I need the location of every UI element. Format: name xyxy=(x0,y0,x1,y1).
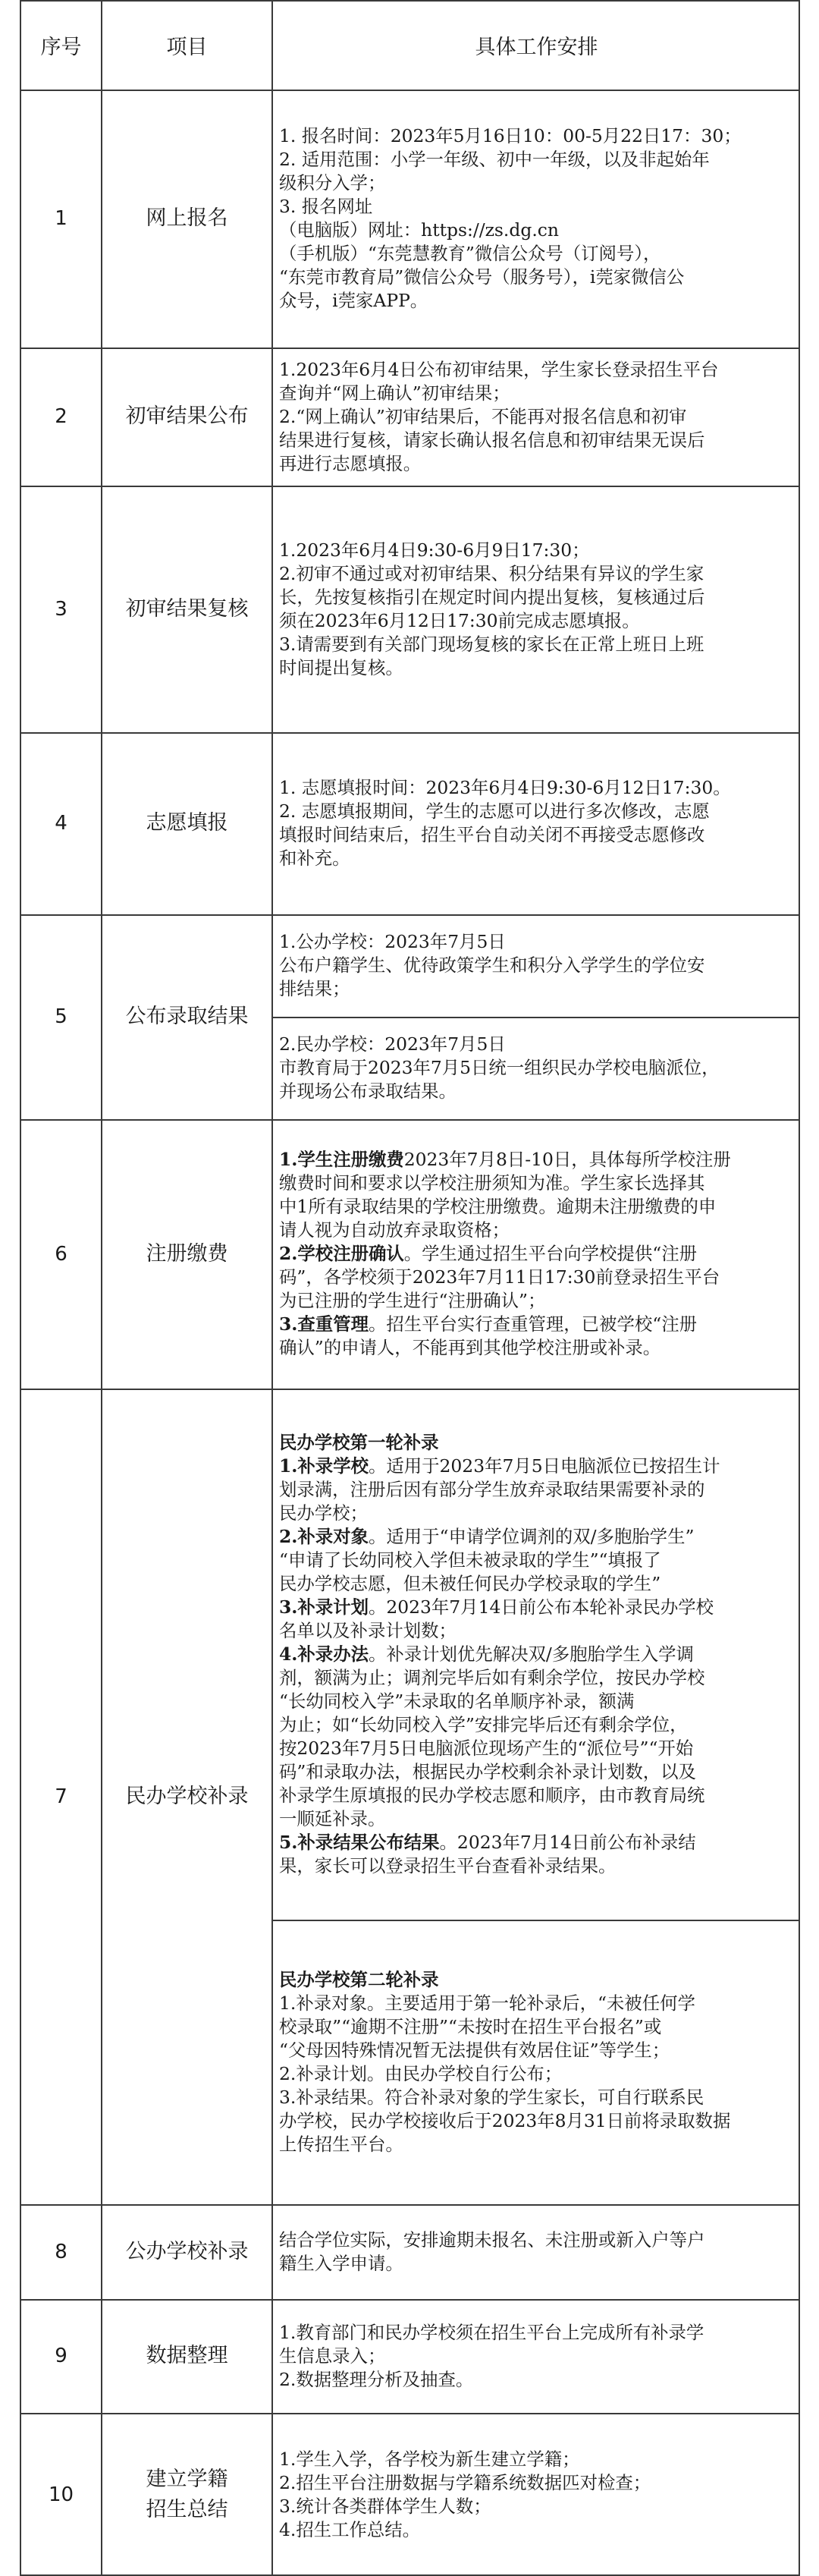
header-no: 序号 xyxy=(40,35,82,59)
row-number: 7 xyxy=(55,1785,67,1808)
content-line: 剂，额满为止；调剂完毕后如有剩余学位，按民办学校 xyxy=(279,1666,705,1688)
content-line: 须在2023年6月12日17:30前完成志愿填报。 xyxy=(279,609,640,631)
content-line: 中1所有录取结果的学校注册缴费。逾期未注册缴费的申 xyxy=(279,1196,717,1217)
row-number: 8 xyxy=(55,2240,67,2263)
content-line xyxy=(279,1455,789,1478)
line-text: 2023年7月8日-10日，具体每所学校注册 xyxy=(403,1149,731,1170)
bold-lead: 3.补录计划 xyxy=(279,1596,369,1618)
content-line: 生信息录入； xyxy=(279,2345,386,2367)
content-line: 2. 志愿填报期间，学生的志愿可以进行多次修改，志愿 xyxy=(279,800,710,822)
content-line: 1.公办学校：2023年7月5日 xyxy=(279,931,506,952)
content-line: 4.招生工作总结。 xyxy=(279,2518,421,2540)
bold-lead: 1.学生注册缴费 xyxy=(279,1149,404,1170)
line-text: 。2023年7月14日前公布本轮补录民办学校 xyxy=(368,1596,714,1618)
row-number: 3 xyxy=(55,597,67,621)
content-line: 一顺延补录。 xyxy=(279,1807,386,1829)
bold-lead: 3.查重管理 xyxy=(279,1313,369,1335)
row-number: 6 xyxy=(55,1242,67,1266)
content-line: 补录学生原填报的民办学校志愿和顺序，由市教育局统 xyxy=(279,1784,705,1806)
row-number: 1 xyxy=(55,207,67,230)
content-line: 公布户籍学生、优待政策学生和积分入学学生的学位安 xyxy=(279,955,705,976)
row-content xyxy=(273,1119,789,1389)
content-line: 2.招生平台注册数据与学籍系统数据匹对检查； xyxy=(279,2471,651,2493)
content-line: 划录满，注册后因有部分学生放弃录取结果需要补录的 xyxy=(279,1478,705,1500)
row-content xyxy=(273,732,789,914)
row-item xyxy=(102,2413,271,2576)
content-line xyxy=(279,1313,789,1336)
content-line: 1. 志愿填报时间：2023年6月4日9:30-6月12日17:30。 xyxy=(279,777,731,798)
content-line: 上传招生平台。 xyxy=(279,2133,403,2155)
content-line: 2.初审不通过或对初审结果、积分结果有异议的学生家 xyxy=(279,562,704,584)
row-content xyxy=(273,486,789,732)
content-line: 1.补录对象。主要适用于第一轮补录后，“未被任何学 xyxy=(279,1992,695,2014)
content-line: 再进行志愿填报。 xyxy=(279,452,422,474)
content-line: 民办学校志愿，但未被任何民办学校录取的学生” xyxy=(279,1572,661,1594)
bold-lead: 4.补录办法 xyxy=(279,1643,369,1665)
row-item: 注册缴费 xyxy=(146,1241,228,1266)
content-line: “东莞市教育局”微信公众号（服务号），i莞家微信公 xyxy=(279,266,685,288)
content-line: 2. 适用范围：小学一年级、初中一年级，以及非起始年 xyxy=(279,149,710,170)
content-line xyxy=(279,1831,789,1854)
row-content xyxy=(273,914,789,1017)
content-line xyxy=(279,1525,789,1549)
bold-lead: 民办学校第一轮补录 xyxy=(279,1431,439,1453)
line-text: 。招生平台实行查重管理，已被学校“注册 xyxy=(368,1313,697,1335)
content-line: 校录取”“逾期不注册”“未按时在招生平台报名”或 xyxy=(279,2015,662,2037)
row-number: 4 xyxy=(55,812,67,835)
content-line: 3.补录结果。符合补录对象的学生家长，可自行联系民 xyxy=(279,2086,704,2108)
content-line: 3. 报名网址 xyxy=(279,196,373,217)
content-line: 确认”的申请人，不能再到其他学校注册或补录。 xyxy=(279,1337,661,1358)
line-text: 。2023年7月14日前公布补录结 xyxy=(439,1831,696,1853)
content-line: 众号，i莞家APP。 xyxy=(279,290,428,311)
line-text: 。适用于“申请学位调剂的双/多胞胎学生” xyxy=(368,1525,695,1547)
item-line: 招生总结 xyxy=(146,2497,228,2521)
content-line: “申请了长幼同校入学但未被录取的学生”“填报了 xyxy=(279,1549,661,1571)
content-line: 2.民办学校：2023年7月5日 xyxy=(279,1033,506,1055)
row-content xyxy=(273,90,789,348)
content-line: 1. 报名时间：2023年5月16日10：00-5月22日17：30； xyxy=(279,125,742,146)
content-line: 时间提出复核。 xyxy=(279,656,403,678)
row-item: 志愿填报 xyxy=(146,811,228,835)
content-line: 填报时间结束后，招生平台自动关闭不再接受志愿修改 xyxy=(279,824,705,845)
content-line xyxy=(279,1968,789,1992)
row-number: 2 xyxy=(55,405,67,428)
content-line xyxy=(279,1596,789,1619)
content-line: 为已注册的学生进行“注册确认”； xyxy=(279,1290,546,1311)
content-line: 3.统计各类群体学生人数； xyxy=(279,2495,491,2517)
row-content xyxy=(273,2204,789,2299)
line-text: 。适用于2023年7月5日电脑派位已按招生计 xyxy=(368,1455,720,1477)
content-line: 级积分入学； xyxy=(279,172,386,193)
content-line: 结合学位实际，安排逾期未报名、未注册或新入户等户 xyxy=(279,2228,705,2250)
content-line: 名单以及补录计划数； xyxy=(279,1619,457,1641)
row-item: 公布录取结果 xyxy=(125,1005,249,1028)
content-line xyxy=(279,1242,789,1266)
content-line: 籍生入学申请。 xyxy=(279,2252,403,2274)
row-content xyxy=(273,1920,789,2204)
content-line: 1.2023年6月4日9:30-6月9日17:30； xyxy=(279,539,590,561)
line-text: 。学生通过招生平台向学校提供“注册 xyxy=(403,1243,697,1264)
content-line: 1.教育部门和民办学校须在招生平台上完成所有补录学 xyxy=(279,2321,704,2343)
content-line: 果，家长可以登录招生平台查看补录结果。 xyxy=(279,1854,617,1876)
bold-lead: 1.补录学校 xyxy=(279,1455,369,1477)
content-line: “父母因特殊情况暂无法提供有效居住证”等学生； xyxy=(279,2039,670,2061)
content-line: 结果进行复核，请家长确认报名信息和初审结果无误后 xyxy=(279,429,705,451)
content-line: 2.“网上确认”初审结果后，不能再对报名信息和初审 xyxy=(279,405,687,427)
row-item: 数据整理 xyxy=(146,2344,228,2367)
row-number: 5 xyxy=(55,1005,67,1028)
item-line: 建立学籍 xyxy=(146,2467,228,2491)
content-line: 市教育局于2023年7月5日统一组织民办学校电脑派位， xyxy=(279,1057,720,1078)
content-line: 2.数据整理分析及抽查。 xyxy=(279,2368,474,2390)
row-content xyxy=(273,1389,789,1920)
content-line: 1.2023年6月4日公布初审结果，学生家长登录招生平台 xyxy=(279,358,719,380)
content-line: 长，先按复核指引在规定时间内提出复核，复核通过后 xyxy=(279,586,705,608)
content-line: 缴费时间和要求以学校注册须知为准。学生家长选择其 xyxy=(279,1172,705,1194)
header-item: 项目 xyxy=(166,35,208,59)
content-line: 办学校，民办学校接收后于2023年8月31日前将录取数据 xyxy=(279,2109,731,2131)
content-line xyxy=(279,1148,789,1172)
content-line: 并现场公布录取结果。 xyxy=(279,1080,457,1102)
content-line: 排结果； xyxy=(279,978,350,999)
bold-lead: 2.补录对象 xyxy=(279,1525,369,1547)
content-line: 按2023年7月5日电脑派位现场产生的“派位号”“开始 xyxy=(279,1737,694,1759)
content-line: “长幼同校入学”未录取的名单顺序补录，额满 xyxy=(279,1690,635,1712)
bold-lead: 2.学校注册确认 xyxy=(279,1243,404,1264)
row-item: 初审结果公布 xyxy=(125,404,249,428)
row-content xyxy=(273,1017,789,1119)
row-item: 初审结果复核 xyxy=(125,596,249,621)
content-line: 为止；如“长幼同校入学”安排完毕后还有剩余学位， xyxy=(279,1713,688,1735)
content-line xyxy=(279,1643,789,1666)
content-line: 请人视为自动放弃录取资格； xyxy=(279,1219,510,1241)
row-divider xyxy=(20,0,800,2)
content-line: 1.学生入学，各学校为新生建立学籍； xyxy=(279,2448,580,2470)
row-content xyxy=(273,2413,789,2576)
row-content xyxy=(273,2299,789,2413)
row-number: 9 xyxy=(55,2345,67,2367)
row-item: 民办学校补录 xyxy=(125,1784,249,1808)
content-line: 3.请需要到有关部门现场复核的家长在正常上班日上班 xyxy=(279,633,704,655)
column-divider xyxy=(799,0,800,2576)
content-line: 和补充。 xyxy=(279,848,350,869)
content-line: 查询并“网上确认”初审结果； xyxy=(279,382,510,404)
row-number: 10 xyxy=(48,2483,74,2506)
row-item: 网上报名 xyxy=(146,206,228,230)
bold-lead: 5.补录结果公布结果 xyxy=(279,1831,440,1853)
content-line: 2.补录计划。由民办学校自行公布； xyxy=(279,2062,563,2084)
content-line: 码”和录取办法，根据民办学校剩余补录计划数，以及 xyxy=(279,1760,696,1782)
header-content: 具体工作安排 xyxy=(475,35,598,59)
content-line xyxy=(279,1431,789,1455)
row-content xyxy=(273,348,789,486)
line-text: 。补录计划优先解决双/多胞胎学生入学调 xyxy=(368,1643,694,1665)
row-item: 公办学校补录 xyxy=(125,2239,249,2263)
content-line: 码”，各学校须于2023年7月11日17:30前登录招生平台 xyxy=(279,1266,720,1288)
content-line: （电脑版）网址：https://zs.dg.cn xyxy=(279,219,559,241)
content-line: （手机版）“东莞慧教育”微信公众号（订阅号）， xyxy=(279,243,661,264)
bold-lead: 民办学校第二轮补录 xyxy=(279,1968,439,1990)
content-line: 民办学校； xyxy=(279,1502,368,1524)
